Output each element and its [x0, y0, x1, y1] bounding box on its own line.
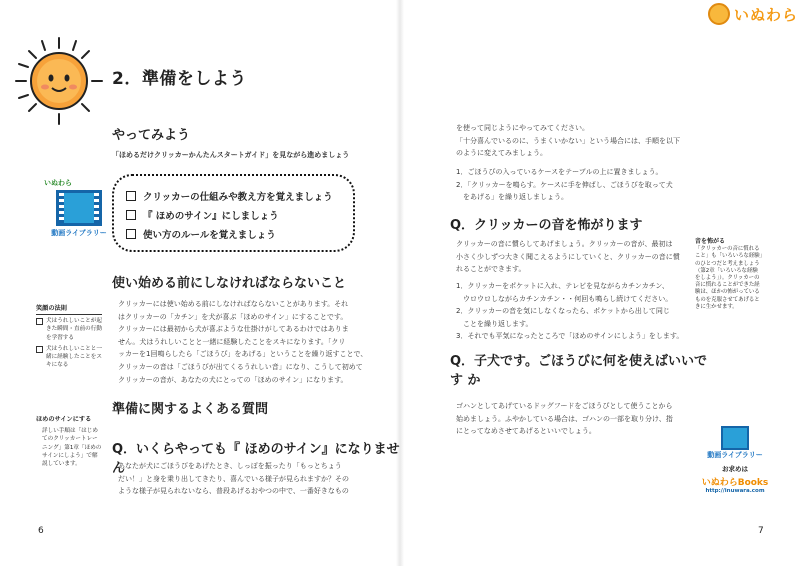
q1-continued-text: を使って同じようにやってみてください。 「十分喜んでいるのに、うまくいかない」という場合には、手順を以下 のように変えてみましょう。	[456, 124, 680, 158]
q1-steps: 1．ごほうびの入っているケースをテーブルの上に置きましょう。 2．「クリッカーを鳴らす。ケースに手を伸ばし、ごほうびを取って犬 をあげる」を繰り返しましょう。	[456, 168, 673, 202]
page-number-right: 7	[758, 526, 764, 536]
side-note-item: 犬はうれしいことと一緒に経験したことをスキになる	[36, 345, 102, 370]
checklist-panel	[112, 174, 355, 252]
faq-question-3: Q．子犬です。ごほうびに何を使えばいいです か	[450, 354, 708, 388]
website-link[interactable]: http://inuwara.com	[705, 488, 765, 494]
checklist-item-label: 使い方のルールを覚えましょう	[143, 229, 276, 241]
side-note-title: 笑顔の法則	[36, 305, 102, 315]
inuwara-logo	[704, 0, 800, 30]
before-start-body: クリッカーには使い始める前にしなければならないことがあります。それ はクリッカーの「カチン」を犬が喜ぶ「ほめのサイン」にすることです。 クリッカーには最初から犬が喜ぶような仕掛けがしてあるわけではありま せん。犬はうれしいことと一緒に経験したことをスキになります。「クリ ッカーを1回鳴らしたら「ごほうび」をあげる」ということを繰り返すことで、 クリッカーの音は「ごほうびが出てくるうれしい音」になり、こうして初めて クリッカーの音が、あなたの犬にとっての「ほめのサイン」になります。	[118, 300, 368, 384]
faq-answer-2-steps: 1．クリッカーをポケットに入れ、テレビを見ながらカチンカチン、 ウロウロしながらカチンカチン・・何回も鳴らし続けてください。 2．クリッカーの音を気にしなくなったら、ポケットから出して同じ ことを繰り返します。 3．それでも平気になったところで「ほめのサインにしよう」をします。	[456, 282, 684, 341]
checkbox-icon[interactable]	[126, 191, 136, 201]
logo-text: いぬわら	[734, 6, 799, 24]
film-icon	[56, 190, 102, 226]
square-bullet-icon	[36, 346, 43, 353]
purchase-label: お求めは	[722, 465, 748, 473]
faq-answer-2: クリッカーの音に慣らしてあげましょう。クリッカーの音が、最初は 小さく少しずつ大きく聞こえるようにしていくと、クリッカーの音に慣 れることができます。	[456, 240, 680, 274]
section-heading-try: やってみよう	[112, 128, 191, 143]
checkbox-icon[interactable]	[126, 229, 136, 239]
side-note-sign	[36, 416, 102, 468]
side-note-title: 音を怖がる	[695, 238, 726, 245]
checklist-item[interactable]	[126, 186, 353, 205]
checklist-item[interactable]	[126, 224, 353, 243]
checklist-item-label: 『 ほめのサイン』にしましょう	[143, 210, 279, 222]
faq-question-2: Q．クリッカーの音を怖がります	[450, 218, 643, 233]
section-heading-before-start: 使い始める前にしなければならないこと	[112, 276, 347, 291]
faq-answer-1: あなたが犬にごほうびをあげたとき、しっぽを振ったり「もっとちょう だい！」と身を乗り出してきたり、喜んでいる様子が見られますか？その ような様子が見られないなら、普段あげるおやつの中で、一番好きなもの	[118, 462, 349, 496]
side-note-item: 犬はうれしいことが起きた瞬間・直前の行動を学習する	[36, 317, 102, 342]
sun-mascot-icon	[14, 36, 104, 126]
chapter-title: 2．準備をしよう	[112, 69, 247, 89]
side-note-law	[36, 305, 102, 372]
library-label: 動画ライブラリー	[51, 229, 107, 237]
side-note-body: 詳しい手順は「はじめてのクリッカートレーニング」第1章「ほめのサインにしよう」で解説しています。	[42, 428, 102, 468]
guide-intro-text: 「ほめるだけクリッカーかんたんスタートガイド」を見ながら進めましょう	[112, 151, 350, 159]
books-brand: いぬわらBooks	[701, 478, 769, 488]
purchase-info[interactable]	[695, 426, 775, 494]
faq-answer-3: ゴハンとしてあげているドッグフードをごほうびとして使うことから 始めましょう。ふやかしている場合は、ゴハンの一部を取り分け、指 にとってなめさせてあげるといいでしょう。	[456, 402, 673, 436]
page-number-left: 6	[38, 526, 44, 536]
side-note-title: ほめのサインにする	[36, 416, 92, 423]
library-brand: いぬわら	[44, 179, 72, 187]
checkbox-icon[interactable]	[126, 210, 136, 220]
side-note-fear	[695, 238, 763, 311]
faq-question-1: Q．いくらやっても『 ほめのサイン』になりません	[112, 442, 400, 476]
side-note-body: 「クリッカーの音に慣れること」も「いろいろな経験」のひとつだと考えましょう（第2章「いろいろな経験をしよう」）。クリッカーの音に慣れることができた経験は、ほかの怖がっているものを克服させてあげるときに生かせます。	[695, 246, 763, 310]
section-heading-faq: 準備に関するよくある質問	[112, 402, 269, 417]
square-bullet-icon	[36, 318, 43, 325]
checklist-item[interactable]	[126, 205, 353, 224]
video-library-badge[interactable]	[44, 178, 114, 240]
library-label: 動画ライブラリー	[707, 451, 763, 459]
film-icon	[721, 426, 749, 450]
logo-sun-icon	[708, 3, 730, 25]
checklist-item-label: クリッカーの仕組みや教え方を覚えましょう	[143, 191, 333, 203]
